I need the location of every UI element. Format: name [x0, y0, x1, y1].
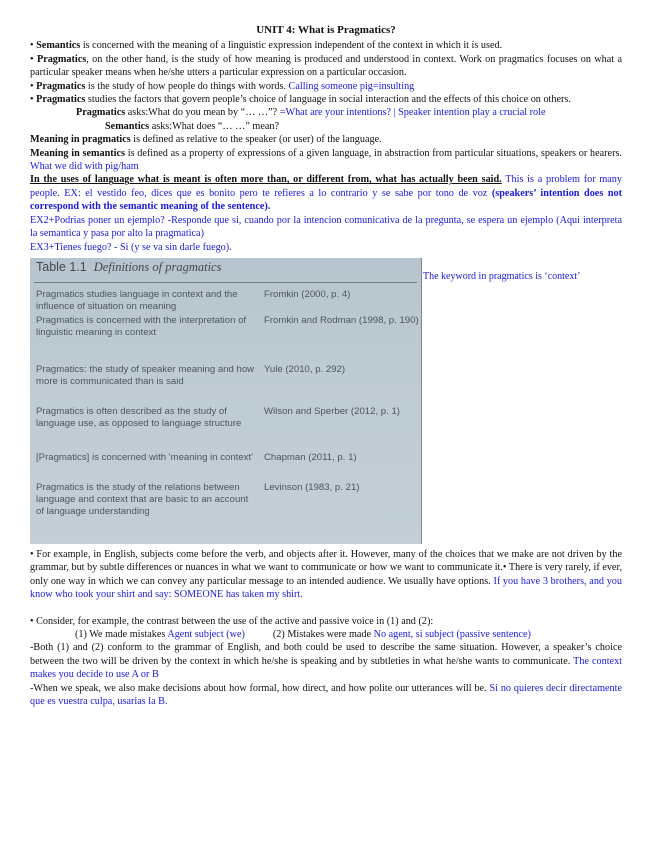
page-title: UNIT 4: What is Pragmatics? [256, 24, 396, 36]
text: is defined as a property of expressions of a given language, in abstraction from particular situations, speakers or hearers. [124, 147, 622, 159]
annotation-bold: (speakers’ intention does not correspond with the semantic meaning of the sentence). [30, 187, 622, 213]
text: -When we speak, we also make decisions about how formal, how direct, and how polite our utterances will be. [30, 682, 490, 694]
text: -Both (1) and (2) conform to the grammar of English, and both could be used to describe the same situation. However, a speaker’s choice between the two will be driven by the context in which he/she is speaking and by subtleties in what he/she wants to communicate. [30, 642, 622, 667]
term: Pragmatics [36, 94, 86, 106]
text: is concerned with the meaning of a linguistic expression independent of the context in which it is used. [80, 40, 503, 52]
term: Meaning in pragmatics [30, 134, 131, 146]
example-2: EX2+Podrias poner un ejemplo? -Responde que si, cuando por la intencion comunicativa de la pregunta, se espera un ejemplo (Aqui interpreta la semantica y pasa por alto la pragmatica) [30, 214, 622, 240]
document-page [30, 24, 622, 708]
caption-rule [34, 282, 417, 283]
annotation: If you have 3 brothers, and you know who took your shirt and say: SOMEONE has taken my shirt. [30, 575, 622, 601]
meaning-in-pragmatics [30, 133, 622, 146]
definition: Pragmatics: the study of speaker meaning and how more is communicated than is said [36, 363, 255, 387]
example-3: EX3+Tienes fuego? - Si (y se va sin darle fuego). [30, 241, 232, 253]
paragraph-grammar-choices [30, 548, 622, 602]
source: Fromkin and Rodman (1998, p. 190) [264, 314, 419, 326]
paragraph-conform-grammar [30, 641, 622, 681]
examples-line [30, 628, 622, 641]
term: Semantics [105, 120, 150, 132]
annotation: Calling someone pig=insulting [286, 80, 415, 92]
definition: Pragmatics is often described as the study of language use, as opposed to language structure [36, 405, 242, 429]
paragraph-semantics [30, 39, 622, 52]
text: asks:What do you mean by “… …”? [125, 107, 280, 119]
text: , on the other hand, is the study of how meaning is produced and understood in context. Work on pragmatics focuses on what a particular speaker means when he/she utters a particular expression on a particular occasion. [30, 53, 623, 79]
definition: [Pragmatics] is concerned with 'meaning in context' [36, 451, 253, 463]
table-caption [36, 261, 221, 274]
definition: Pragmatics studies language in context and the influence of situation on meaning [36, 288, 238, 312]
text: • For example, in English, subjects come before the verb, and objects after it. However, many of the choices that we make are not driven by the grammar, but by subtle differences or nuances in what we want to communicate or how we want to communicate it.• There is very rarely, if ever, only one way in which we can convey any particular message to an intended audience. We usually have options. [30, 548, 622, 587]
term: Semantics [36, 40, 81, 52]
definition: Pragmatics is the study of the relations between language and context that are basic to an account of language understanding [36, 481, 249, 517]
source: Wilson and Sperber (2012, p. 1) [264, 405, 400, 417]
paragraph-active-passive: • Consider, for example, the contrast between the use of the active and passive voice in (1) and (2): [30, 615, 434, 627]
text: is the study of how people do things with words. [85, 80, 286, 92]
example-2-passive: (2) Mistakes were made [272, 628, 374, 640]
annotation: The context makes you decide to use A or B [30, 655, 622, 681]
annotation: Agent subject (we) [167, 628, 245, 640]
question-pragmatics [30, 106, 622, 119]
paragraph-pragmatics-factors [30, 93, 622, 106]
annotation: This is a problem for many people. EX: el vestido feo, dices que es bonito pero te refieres a lo contrario y se sabe por tono de voz [30, 174, 622, 199]
source: Yule (2010, p. 292) [264, 363, 346, 375]
source: Fromkin (2000, p. 4) [264, 288, 351, 300]
source: Levinson (1983, p. 21) [264, 481, 360, 493]
annotation: Si no quieres decir directamente que es vuestra culpa, usarias la B. [30, 682, 622, 707]
keyword-note: The keyword in pragmatics is ‘context’ [423, 270, 581, 282]
term: Pragmatics [36, 80, 86, 92]
table-region [30, 258, 622, 548]
bullet: • [30, 80, 34, 92]
meaning-in-semantics [30, 147, 622, 174]
uses-of-language [30, 173, 622, 213]
bullet: • [30, 53, 34, 65]
text: is defined as relative to the speaker (or user) of the language. [130, 134, 382, 146]
text: asks:What does “… …” mean? [149, 120, 280, 132]
bullet: • [30, 94, 34, 106]
paragraph-formality [30, 682, 622, 709]
source: Chapman (2011, p. 1) [264, 451, 357, 463]
text: studies the factors that govern people’s choice of language in social interaction and the effects of this choice on others. [85, 94, 571, 106]
underlined-statement: In the uses of language what is meant is often more than, or different from, what has actually been said. [30, 174, 502, 186]
paragraph-pragmatics-words [30, 80, 622, 93]
paragraph-pragmatics-context [30, 53, 622, 80]
caption-title: Definitions of pragmatics [93, 259, 222, 274]
annotation: What we did with pig/ham [30, 161, 139, 173]
table-photo [30, 258, 422, 544]
term: Pragmatics [76, 107, 126, 119]
caption-label: Table 1.1 [36, 259, 87, 274]
term: Meaning in semantics [30, 147, 125, 159]
annotation: =What are your intentions? | Speaker intention play a crucial role [279, 107, 546, 119]
bullet: • [30, 40, 34, 52]
example-1: (1) We made mistakes [75, 628, 168, 640]
question-semantics [30, 120, 622, 133]
term: Pragmatics [36, 53, 87, 65]
annotation: No agent, si subject (passive sentence) [373, 628, 531, 640]
definition: Pragmatics is concerned with the interpretation of linguistic meaning in context [36, 314, 247, 338]
